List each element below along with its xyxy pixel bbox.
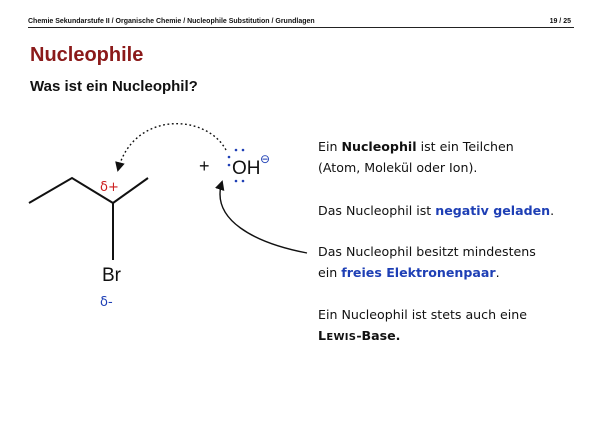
term-freies-elektronenpaar: freies Elektronenpaar bbox=[341, 265, 496, 280]
info-lewis-base: Ein Nucleophil ist stets auch eine LEWIS-Base. bbox=[318, 307, 528, 343]
breadcrumb: Chemie Sekundarstufe II / Organische Chemie / Nucleophile Substitution / Grundlagen bbox=[28, 18, 315, 25]
page-title: Nucleophile bbox=[30, 44, 144, 66]
negative-charge-icon: ⊖ bbox=[260, 152, 271, 166]
carbon-skeleton bbox=[29, 178, 148, 203]
page-subtitle: Was ist ein Nucleophil? bbox=[30, 78, 198, 95]
term-nucleophil: Nucleophil bbox=[341, 139, 417, 154]
info-electron-pair: Das Nucleophil besitzt mindestens ein freies Elektronenpaar. bbox=[318, 244, 536, 280]
delta-plus-label: δ+ bbox=[100, 180, 119, 195]
delta-minus-label: δ- bbox=[100, 295, 113, 310]
page-counter: 19 / 25 bbox=[549, 18, 571, 25]
plus-sign: + bbox=[199, 156, 210, 176]
attack-arrow bbox=[118, 124, 226, 170]
pointer-arrow bbox=[220, 182, 307, 253]
term-lewis: LEWIS bbox=[318, 328, 357, 343]
hydroxide-ion: OH bbox=[232, 158, 261, 179]
term-negativ-geladen: negativ geladen bbox=[435, 203, 551, 218]
info-nucleophil-definition: Ein Nucleophil ist ein Teilchen (Atom, Molekül oder Ion). bbox=[318, 139, 514, 175]
info-charge: Das Nucleophil ist negativ geladen. bbox=[318, 203, 555, 218]
bromine-atom: Br bbox=[102, 265, 121, 286]
